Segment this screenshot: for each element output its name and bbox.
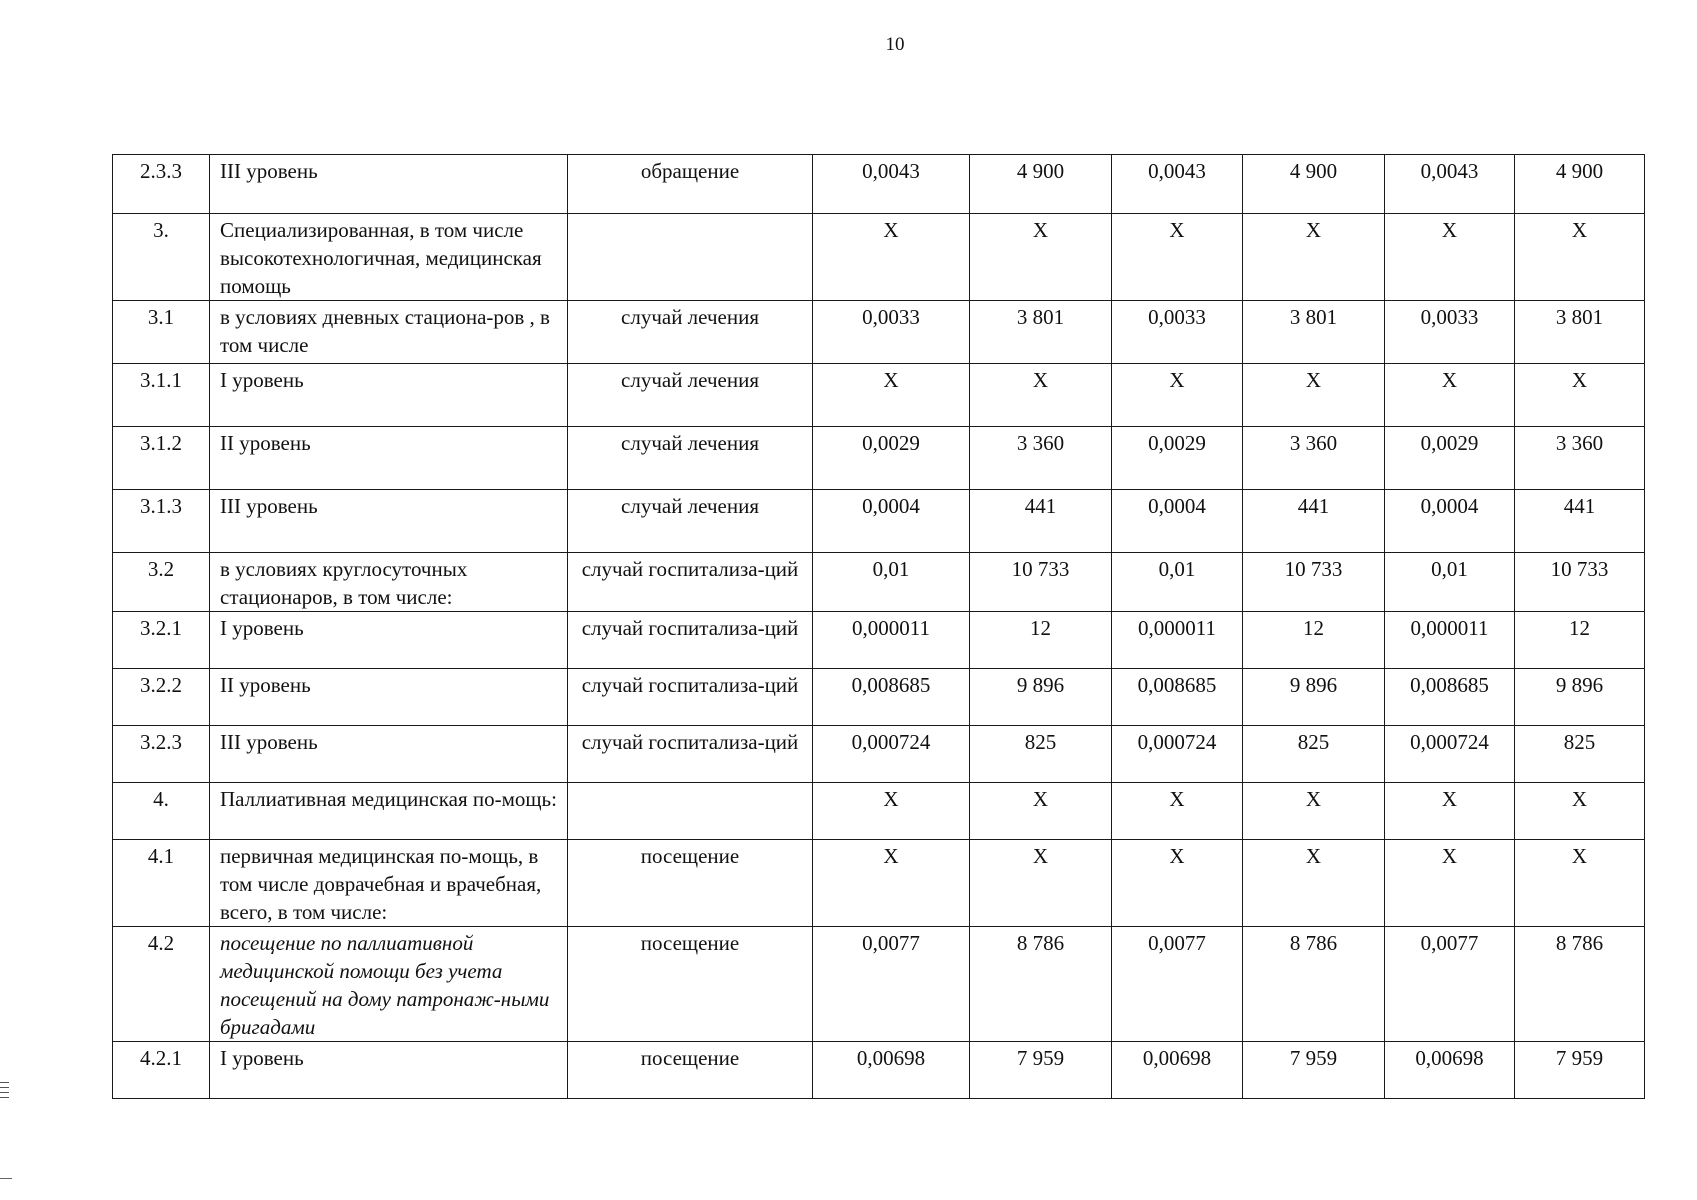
- table-row: [113, 783, 1645, 840]
- row-value-cell: X: [970, 364, 1112, 427]
- row-value-cell: 10 733: [1243, 553, 1385, 612]
- row-value-cell: 0,0029: [1112, 427, 1243, 490]
- table-row: [113, 214, 1645, 301]
- table-row: [113, 553, 1645, 612]
- row-value-cell: 8 786: [1243, 927, 1385, 1042]
- row-number-cell: 3.: [113, 214, 210, 301]
- row-number-cell: 3.1: [113, 301, 210, 364]
- row-value-cell: X: [1112, 840, 1243, 927]
- row-unit-cell: посещение: [568, 927, 813, 1042]
- row-unit-cell: случай госпитализа-ций: [568, 669, 813, 726]
- row-value-cell: 3 801: [970, 301, 1112, 364]
- row-value-cell: 825: [1515, 726, 1645, 783]
- row-value-cell: 9 896: [970, 669, 1112, 726]
- row-value-cell: 0,01: [1385, 553, 1515, 612]
- table-row: [113, 155, 1645, 214]
- row-number-cell: 3.2.2: [113, 669, 210, 726]
- row-unit-cell: случай госпитализа-ций: [568, 553, 813, 612]
- row-value-cell: X: [813, 214, 970, 301]
- row-value-cell: X: [1385, 214, 1515, 301]
- row-value-cell: 4 900: [970, 155, 1112, 214]
- row-value-cell: 3 801: [1243, 301, 1385, 364]
- row-number-cell: 3.2.3: [113, 726, 210, 783]
- row-name-cell: II уровень: [210, 669, 568, 726]
- row-value-cell: X: [1112, 214, 1243, 301]
- row-value-cell: 0,00698: [1385, 1042, 1515, 1099]
- row-value-cell: 0,0004: [813, 490, 970, 553]
- table-row: [113, 669, 1645, 726]
- row-unit-cell: обращение: [568, 155, 813, 214]
- row-value-cell: 12: [1515, 612, 1645, 669]
- row-value-cell: 0,000724: [1385, 726, 1515, 783]
- row-unit-cell: случай лечения: [568, 301, 813, 364]
- row-value-cell: 7 959: [1243, 1042, 1385, 1099]
- row-value-cell: 0,000011: [1112, 612, 1243, 669]
- table-body: [113, 155, 1645, 1099]
- row-unit-cell: случай лечения: [568, 364, 813, 427]
- row-number-cell: 3.1.1: [113, 364, 210, 427]
- row-name-cell: II уровень: [210, 427, 568, 490]
- row-name-cell: III уровень: [210, 155, 568, 214]
- row-value-cell: 0,0077: [1112, 927, 1243, 1042]
- table-row: [113, 927, 1645, 1042]
- row-value-cell: 0,008685: [813, 669, 970, 726]
- row-value-cell: 10 733: [1515, 553, 1645, 612]
- row-number-cell: 4.1: [113, 840, 210, 927]
- table-row: [113, 427, 1645, 490]
- table-row: [113, 301, 1645, 364]
- row-unit-cell: [568, 783, 813, 840]
- row-value-cell: 441: [1243, 490, 1385, 553]
- row-value-cell: 0,0043: [813, 155, 970, 214]
- row-name-cell: I уровень: [210, 364, 568, 427]
- table-row: [113, 1042, 1645, 1099]
- row-value-cell: 7 959: [1515, 1042, 1645, 1099]
- row-unit-cell: случай госпитализа-ций: [568, 726, 813, 783]
- table-row: [113, 840, 1645, 927]
- row-number-cell: 2.3.3: [113, 155, 210, 214]
- row-value-cell: 0,0043: [1112, 155, 1243, 214]
- scan-edge-marks: [0, 1082, 10, 1102]
- row-value-cell: X: [1243, 783, 1385, 840]
- table-row: [113, 612, 1645, 669]
- row-value-cell: 4 900: [1515, 155, 1645, 214]
- row-name-cell: в условиях дневных стациона-ров , в том числе: [210, 301, 568, 364]
- row-value-cell: 0,0043: [1385, 155, 1515, 214]
- row-value-cell: 0,008685: [1112, 669, 1243, 726]
- row-value-cell: 0,000011: [1385, 612, 1515, 669]
- row-value-cell: X: [1515, 364, 1645, 427]
- table-row: [113, 364, 1645, 427]
- row-value-cell: 12: [970, 612, 1112, 669]
- row-value-cell: 10 733: [970, 553, 1112, 612]
- row-value-cell: X: [1385, 840, 1515, 927]
- row-value-cell: 3 360: [1243, 427, 1385, 490]
- row-value-cell: 3 360: [1515, 427, 1645, 490]
- row-value-cell: X: [1515, 840, 1645, 927]
- row-unit-cell: случай лечения: [568, 490, 813, 553]
- row-value-cell: 0,0077: [1385, 927, 1515, 1042]
- row-value-cell: 0,000011: [813, 612, 970, 669]
- page-number: 10: [885, 34, 905, 55]
- row-value-cell: X: [1243, 840, 1385, 927]
- row-number-cell: 3.1.3: [113, 490, 210, 553]
- row-number-cell: 3.1.2: [113, 427, 210, 490]
- row-name-cell: I уровень: [210, 1042, 568, 1099]
- table-row: [113, 490, 1645, 553]
- row-value-cell: 7 959: [970, 1042, 1112, 1099]
- row-value-cell: X: [1385, 783, 1515, 840]
- row-name-cell: в условиях круглосуточных стационаров, в том числе:: [210, 553, 568, 612]
- row-value-cell: 825: [1243, 726, 1385, 783]
- row-value-cell: 0,01: [1112, 553, 1243, 612]
- row-value-cell: X: [813, 364, 970, 427]
- row-number-cell: 4.: [113, 783, 210, 840]
- row-value-cell: 3 801: [1515, 301, 1645, 364]
- row-number-cell: 3.2: [113, 553, 210, 612]
- row-value-cell: X: [813, 783, 970, 840]
- row-value-cell: 0,0004: [1385, 490, 1515, 553]
- row-value-cell: 441: [970, 490, 1112, 553]
- row-value-cell: 0,0033: [1112, 301, 1243, 364]
- row-value-cell: X: [970, 783, 1112, 840]
- row-value-cell: X: [813, 840, 970, 927]
- row-value-cell: X: [1243, 364, 1385, 427]
- row-value-cell: 0,0029: [813, 427, 970, 490]
- row-unit-cell: посещение: [568, 840, 813, 927]
- row-value-cell: 441: [1515, 490, 1645, 553]
- row-value-cell: 3 360: [970, 427, 1112, 490]
- row-value-cell: 0,0077: [813, 927, 970, 1042]
- row-value-cell: 0,01: [813, 553, 970, 612]
- row-name-cell: Специализированная, в том числе высокотехнологичная, медицинская помощь: [210, 214, 568, 301]
- row-value-cell: X: [1515, 214, 1645, 301]
- row-unit-cell: случай госпитализа-ций: [568, 612, 813, 669]
- row-value-cell: X: [1243, 214, 1385, 301]
- row-value-cell: 0,00698: [813, 1042, 970, 1099]
- row-name-cell: III уровень: [210, 726, 568, 783]
- row-value-cell: 12: [1243, 612, 1385, 669]
- scan-edge-tick: [0, 1178, 12, 1179]
- row-value-cell: X: [970, 214, 1112, 301]
- row-value-cell: X: [1112, 783, 1243, 840]
- row-value-cell: 825: [970, 726, 1112, 783]
- row-value-cell: X: [970, 840, 1112, 927]
- row-number-cell: 3.2.1: [113, 612, 210, 669]
- row-name-cell: посещение по паллиативной медицинской помощи без учета посещений на дому патронаж-ными бригадами: [210, 927, 568, 1042]
- row-name-cell: III уровень: [210, 490, 568, 553]
- data-table: [112, 154, 1645, 1099]
- row-unit-cell: посещение: [568, 1042, 813, 1099]
- row-name-cell: первичная медицинская по-мощь, в том числе доврачебная и врачебная, всего, в том числе:: [210, 840, 568, 927]
- row-number-cell: 4.2.1: [113, 1042, 210, 1099]
- row-number-cell: 4.2: [113, 927, 210, 1042]
- row-value-cell: X: [1385, 364, 1515, 427]
- row-value-cell: 0,0033: [813, 301, 970, 364]
- row-value-cell: 8 786: [1515, 927, 1645, 1042]
- row-value-cell: 9 896: [1243, 669, 1385, 726]
- row-value-cell: X: [1515, 783, 1645, 840]
- row-name-cell: Паллиативная медицинская по-мощь:: [210, 783, 568, 840]
- row-name-cell: I уровень: [210, 612, 568, 669]
- table-row: [113, 726, 1645, 783]
- row-value-cell: 4 900: [1243, 155, 1385, 214]
- row-value-cell: 0,0029: [1385, 427, 1515, 490]
- row-value-cell: 0,00698: [1112, 1042, 1243, 1099]
- row-value-cell: 0,008685: [1385, 669, 1515, 726]
- row-value-cell: 0,000724: [1112, 726, 1243, 783]
- row-value-cell: 0,0033: [1385, 301, 1515, 364]
- row-unit-cell: [568, 214, 813, 301]
- row-value-cell: X: [1112, 364, 1243, 427]
- row-value-cell: 8 786: [970, 927, 1112, 1042]
- row-value-cell: 0,0004: [1112, 490, 1243, 553]
- row-value-cell: 9 896: [1515, 669, 1645, 726]
- row-value-cell: 0,000724: [813, 726, 970, 783]
- row-unit-cell: случай лечения: [568, 427, 813, 490]
